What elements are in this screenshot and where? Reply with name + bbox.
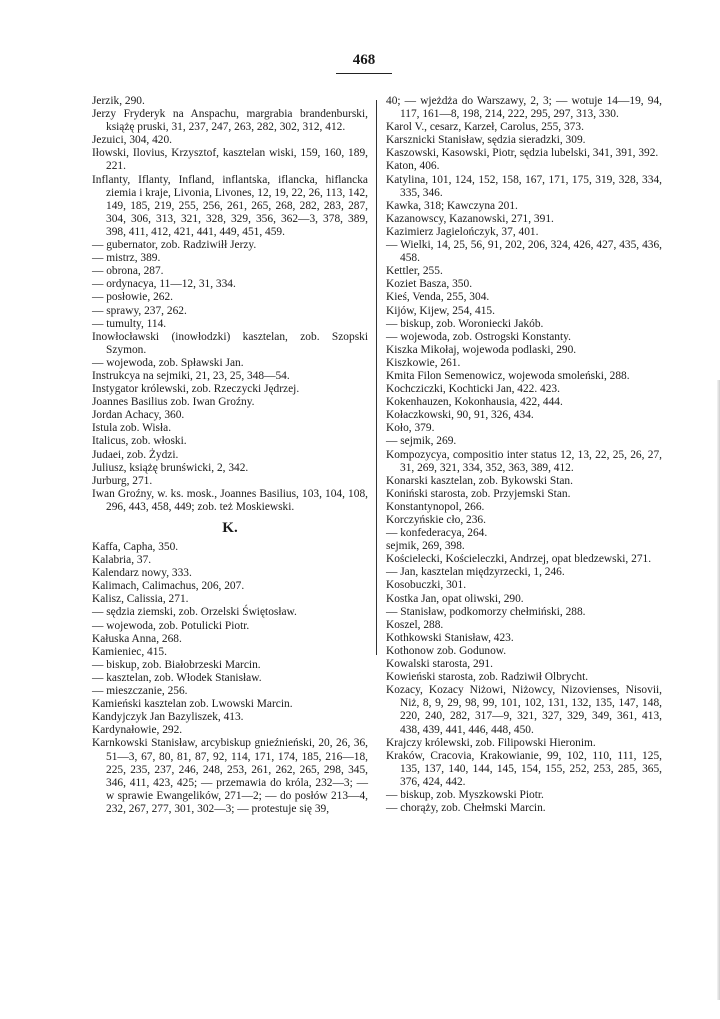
index-entry: Korczyńskie cło, 236. (386, 514, 486, 526)
index-entry: Kowalski starosta, 291. (386, 658, 493, 671)
index-entry: — wojewoda, zob. Ostrogski Konstanty. (386, 330, 571, 343)
index-entry: Joannes Basilius zob. Iwan Groźny. (92, 396, 255, 409)
index-entry: Jezuici, 304, 420. (92, 134, 173, 147)
index-entry: — Jan, kasztelan międzyrzecki, 1, 246. (386, 566, 565, 579)
index-entry: Konstantynopol, 266. (386, 500, 485, 513)
index-entry: Kaffa, Capha, 350. (92, 541, 179, 553)
index-entry: Kalendarz nowy, 333. (92, 567, 192, 580)
index-entry: 40; — wjeżdża do Warszawy, 2, 3; — wotuje 14—19, 94, 117, 161—8, 198, 214, 222, 295, 297, 313, 330. (386, 95, 662, 121)
index-entry: Kamieński kasztelan zob. Lwowski Marcin. (92, 698, 293, 711)
index-entry: Konarski kasztelan, zob. Bykowski Stan. (386, 474, 573, 487)
index-entry: Kijów, Kijew, 254, 415. (386, 304, 495, 317)
index-list-k (92, 541, 368, 816)
right-column (386, 95, 662, 815)
index-entry: Kałuska Anna, 268. (92, 632, 182, 645)
index-entry: Kostka Jan, opat oliwski, 290. (386, 592, 524, 605)
index-entry: Inflanty, Iflanty, Infland, inflantska, iflancka, hiflancka ziemia i kraje, Livonia, Livones, 12, 19, 22, 26, 113, 142, 149, 185, 219, 255, 256, 261, 265, 268, 282, 283, 287, 304, 306, 313, 321, 328, 329, 356, 362—3, 378, 389, 398, 411, 412, 421, 441, 449, 451, 459. (92, 173, 368, 238)
index-entry: Italicus, zob. włoski. (92, 435, 187, 448)
index-entry: Kochcziczki, Kochticki Jan, 422. 423. (386, 383, 560, 396)
left-column (92, 95, 368, 816)
index-entry: Inowłocławski (inowłodzki) kasztelan, zob. Szopski Szymon. (92, 330, 368, 356)
index-entry: — tumulty, 114. (92, 317, 167, 330)
index-entry: Kmita Filon Semenowicz, wojewoda smoleński, 288. (386, 369, 630, 382)
index-entry: Istula zob. Wisła. (92, 422, 172, 435)
index-entry: — Wielki, 14, 25, 56, 91, 202, 206, 324, 426, 427, 435, 436, 458. (386, 239, 662, 265)
index-entry: Kothkowski Stanisław, 423. (386, 631, 514, 644)
index-entry: — sprawy, 237, 262. (92, 304, 187, 317)
index-entry: — wojewoda, zob. Spławski Jan. (92, 356, 244, 369)
index-entry: — mieszczanie, 256. (92, 685, 188, 698)
index-entry: Kompozycya, compositio inter status 12, 13, 22, 25, 26, 27, 31, 269, 321, 334, 352, 363, 389, 412. (386, 448, 662, 474)
index-entry: Juliusz, książę brunświcki, 2, 342. (92, 461, 249, 474)
index-entry: Koszel, 288. (386, 618, 444, 631)
index-entry: — biskup, zob. Myszkowski Piotr. (386, 788, 544, 801)
index-entry: Krajczy królewski, zob. Filipowski Hieronim. (386, 736, 596, 749)
page-number: 468 (352, 52, 376, 68)
index-entry: Kazanowscy, Kazanowski, 271, 391. (386, 212, 554, 225)
index-entry: — konfederacya, 264. (386, 527, 488, 540)
index-entry: Instrukcya na sejmiki, 21, 23, 25, 348—54. (92, 369, 290, 382)
index-entry: Karol V., cesarz, Karzeł, Carolus, 255, 373. (386, 121, 584, 134)
index-entry: Jerzik, 290. (92, 95, 145, 107)
index-entry: — chorąży, zob. Chełmski Marcin. (386, 802, 546, 815)
index-entry: Jurburg, 271. (92, 474, 153, 487)
index-entry: Karsznicki Stanisław, sędzia sieradzki, 309. (386, 134, 586, 147)
column-divider (376, 100, 377, 655)
index-entry: sejmik, 269, 398. (386, 540, 465, 553)
index-entry: Kosobuczki, 301. (386, 579, 467, 592)
index-entry: Kettler, 255. (386, 265, 443, 278)
index-entry: Katon, 406. (386, 160, 440, 173)
header-rule (336, 73, 392, 74)
index-entry: — posłowie, 262. (92, 291, 173, 304)
index-entry: Kieś, Venda, 255, 304. (386, 291, 490, 304)
index-entry: Kokenhauzen, Kokonhausia, 422, 444. (386, 396, 563, 409)
index-entry: Kowieński starosta, zob. Radziwił Olbrycht. (386, 671, 589, 684)
index-entry: Kalabria, 37. (92, 554, 152, 567)
index-entry: Koło, 379. (386, 422, 435, 435)
index-entry: Judaei, zob. Żydzi. (92, 448, 179, 461)
index-entry: Koniński starosta, zob. Przyjemski Stan. (386, 487, 571, 500)
index-entry: Instygator królewski, zob. Rzeczycki Jędrzej. (92, 383, 300, 396)
index-entry: Kazimierz Jagielończyk, 37, 401. (386, 225, 539, 238)
index-entry: Kiszka Mikołaj, wojewoda podlaski, 290. (386, 343, 577, 356)
index-entry: — wojewoda, zob. Potulicki Piotr. (92, 619, 250, 632)
index-entry: Kothonow zob. Godunow. (386, 644, 507, 657)
index-entry: Kamieniec, 415. (92, 645, 167, 658)
index-entry: Kołaczkowski, 90, 91, 326, 434. (386, 409, 534, 422)
index-entry: — Stanisław, podkomorzy chełmiński, 288. (386, 605, 586, 618)
index-entry: Kandyjczyk Jan Bazyliszek, 413. (92, 711, 244, 724)
index-entry: Kaszowski, Kasowski, Piotr, sędzia lubelski, 341, 391, 392. (386, 147, 659, 160)
index-entry: — gubernator, zob. Radziwiłł Jerzy. (92, 239, 257, 252)
index-entry: — obrona, 287. (92, 265, 164, 278)
index-entry: Jordan Achacy, 360. (92, 409, 185, 422)
index-entry: Karnkowski Stanisław, arcybiskup gnieźnieński, 20, 26, 36, 51—3, 67, 80, 81, 87, 92, 114, 171, 174, 185, 216—18, 225, 235, 237, 246, 248, 253, 261, 262, 265, 298, 345, 346, 411, 423, 425; — przemawia do króla, 232—3; — w sprawie Ewangelików, 271—2; — do posłów 213—4, 232, 267, 277, 301, 302—3; — protestuje się 39, (92, 737, 368, 815)
index-entry: Kardynałowie, 292. (92, 724, 183, 737)
index-entry: Jerzy Fryderyk na Anspachu, margrabia brandenburski, książę pruski, 31, 237, 247, 263, 282, 302, 312, 412. (92, 108, 368, 134)
index-entry: — biskup, zob. Białobrzeski Marcin. (92, 658, 261, 671)
index-entry: Katylina, 101, 124, 152, 158, 167, 171, 175, 319, 328, 334, 335, 346. (386, 173, 662, 199)
index-entry: Kiszkowie, 261. (386, 356, 461, 369)
index-list-i-j (92, 95, 368, 514)
section-heading-k: K. (222, 520, 238, 536)
index-entry: — sędzia ziemski, zob. Orzelski Świętosław. (92, 606, 297, 619)
index-entry: Kościelecki, Kościeleczki, Andrzej, opat bledzewski, 271. (386, 553, 652, 566)
index-entry: Koziet Basza, 350. (386, 278, 473, 291)
index-entry: Kawka, 318; Kawczyna 201. (386, 199, 518, 212)
index-entry: — sejmik, 269. (386, 435, 457, 448)
index-entry: Kalimach, Calimachus, 206, 207. (92, 580, 245, 593)
index-entry: — kasztelan, zob. Włodek Stanisław. (92, 671, 262, 684)
index-entry: — mistrz, 389. (92, 252, 161, 265)
index-entry: — biskup, zob. Woroniecki Jakób. (386, 317, 544, 330)
index-entry: Kozacy, Kozacy Niżowi, Niżowcy, Nizovienses, Nisovii, Niż, 8, 9, 29, 98, 99, 101, 102, 131, 132, 135, 147, 148, 220, 240, 282, 317—9, 321, 327, 329, 349, 361, 413, 438, 439, 441, 446, 448, 450. (386, 684, 662, 736)
index-list-k-continued (386, 95, 662, 815)
index-entry: Kalisz, Calissia, 271. (92, 593, 189, 606)
index-entry: Iłowski, Ilovius, Krzysztof, kasztelan wiski, 159, 160, 189, 221. (92, 147, 368, 173)
index-entry: Kraków, Cracovia, Krakowianie, 99, 102, 110, 111, 125, 135, 137, 140, 144, 145, 154, 155, 252, 253, 285, 365, 376, 424, 442. (386, 749, 662, 788)
index-entry: Iwan Groźny, w. ks. mosk., Joannes Basilius, 103, 104, 108, 296, 443, 458, 449; zob. też Moskiewski. (92, 487, 368, 513)
index-entry: — ordynacya, 11—12, 31, 334. (92, 278, 236, 291)
